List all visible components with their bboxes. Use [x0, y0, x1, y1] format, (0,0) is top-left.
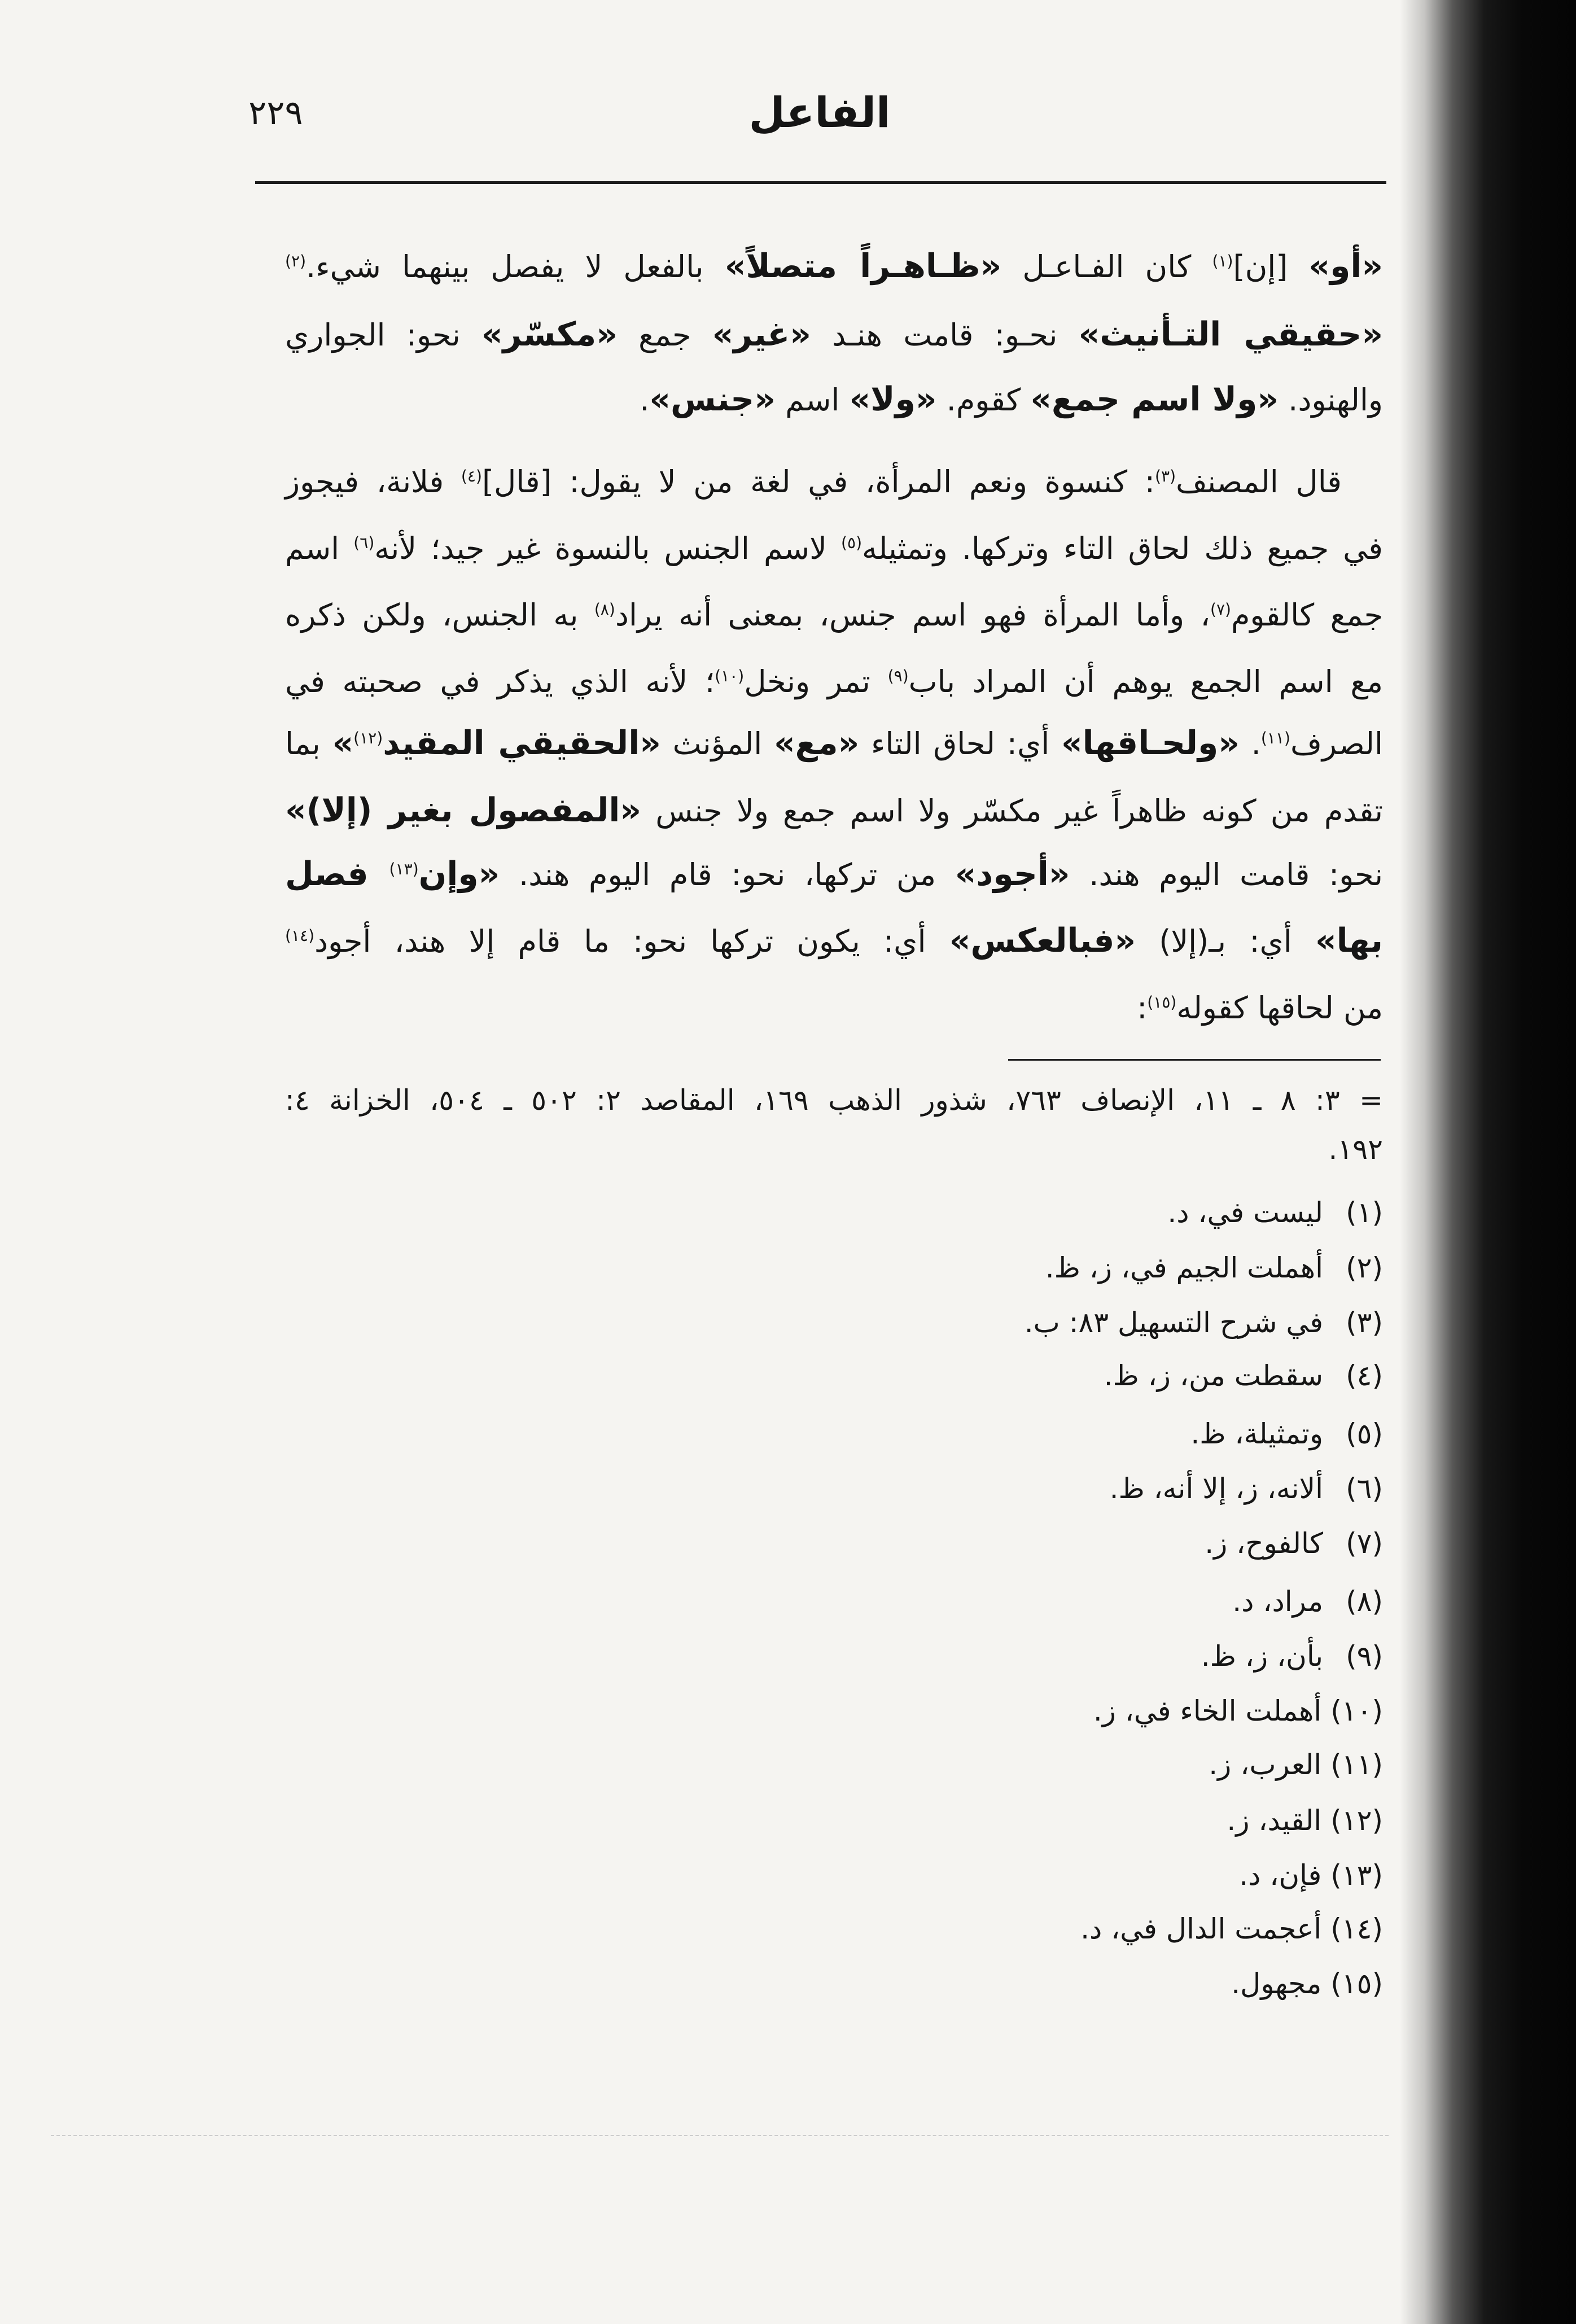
text-run: الصرف	[1290, 726, 1383, 761]
bold-term: «ولا»	[849, 380, 937, 418]
text-run: تمر ونخل	[744, 664, 888, 699]
text-run: [إن]	[1233, 249, 1309, 285]
footnote-ref: (٥)	[841, 533, 863, 552]
text-run: اسم	[775, 382, 850, 418]
footnote-13	[285, 1853, 1383, 1898]
footnote-text: كالفوح، ز.	[1205, 1527, 1323, 1560]
page-number: ٢٢٩	[248, 93, 303, 133]
footnote-text: سقطت من، ز، ظ.	[1104, 1359, 1323, 1392]
footnote-text: أهملت الخاء في، ز.	[1093, 1695, 1322, 1727]
footnote-number: (١٥)	[1330, 1967, 1383, 2000]
bold-term: «المفصول بغير (إلا)»	[285, 791, 642, 829]
footnote-14	[285, 1906, 1383, 1951]
footnote-9	[285, 1634, 1383, 1679]
footnote-text: أهملت الجيم في، ز، ظ.	[1045, 1251, 1323, 1284]
footnote-1	[285, 1190, 1383, 1235]
text-run: أي: يكون تركها نحو: ما قام إلا هند، أجود	[314, 924, 949, 959]
text-run: من تركها، نحو: قام اليوم هند.	[500, 857, 955, 892]
header-rule	[255, 181, 1386, 184]
footnote-ref: (١)	[1212, 252, 1233, 270]
body-line-10	[285, 844, 1383, 906]
bold-term: «فبالعكس»	[949, 921, 1136, 960]
footnote-2	[285, 1245, 1383, 1290]
footnote-text: العرب، ز.	[1209, 1748, 1322, 1781]
footnote-number: (١٢)	[1330, 1804, 1383, 1837]
footnote-number: (١١)	[1330, 1748, 1383, 1781]
text-run: لاسم الجنس بالنسوة غير جيد؛ لأنه	[374, 531, 841, 566]
text-run: جمع	[617, 317, 712, 353]
text-run: ، وأما المرأة فهو اسم جنس، بمعنى أنه يراد	[615, 597, 1210, 633]
text-run: به الجنس، ولكن ذكره	[285, 597, 594, 633]
text-run: اسم	[285, 531, 354, 566]
body-line-3	[285, 369, 1383, 431]
footnote-3	[285, 1300, 1383, 1345]
page-title: الفاعل	[748, 89, 891, 137]
footnote-6	[285, 1466, 1383, 1511]
body-line-5	[285, 518, 1383, 580]
text-run: بما	[285, 726, 332, 761]
bold-term: «ولحـاقها»	[1061, 724, 1240, 762]
body-line-6	[285, 584, 1383, 646]
footnote-ref: (١٤)	[285, 926, 315, 945]
footnote-ref: (١٥)	[1147, 993, 1177, 1012]
footnote-text: القيد، ز.	[1227, 1804, 1322, 1837]
text-run: والهنود.	[1279, 382, 1383, 418]
text-run: أي: لحاق التاء	[859, 726, 1061, 761]
bold-term: »	[332, 724, 354, 762]
footnote-7	[285, 1521, 1383, 1566]
footnote-number: (١)	[1346, 1196, 1383, 1229]
footnote-number: (١٤)	[1330, 1912, 1383, 1945]
text-run: تقدم من كونه ظاهراً غير مكسّر ولا اسم جمع ولا جنس	[641, 793, 1383, 829]
footnote-8	[285, 1579, 1383, 1624]
footnote-number: (٤)	[1346, 1359, 1383, 1392]
footnote-11	[285, 1742, 1383, 1787]
footnote-continuation-line-1: = ٣: ٨ ـ ١١، الإنصاف ٧٦٣، شذور الذهب ١٦٩، المقاصد ٢: ٥٠٢ ـ ٥٠٤، الخزانة ٤:	[285, 1084, 1383, 1117]
text-run: :	[1137, 990, 1148, 1026]
body-line-7	[285, 651, 1383, 713]
bold-term: «جنس»	[649, 380, 776, 418]
scan-edge-shadow	[1400, 0, 1576, 2324]
footnote-text: بأن، ز، ظ.	[1201, 1640, 1323, 1673]
footnote-12	[285, 1798, 1383, 1843]
body-line-12	[285, 977, 1383, 1039]
footnote-continuation-line-2: ١٩٢.	[1328, 1133, 1383, 1166]
text-run: نحو: الجواري	[285, 317, 481, 353]
footnote-number: (٦)	[1346, 1472, 1383, 1505]
bold-term: بها»	[1315, 921, 1383, 960]
text-run: .	[640, 382, 650, 418]
footnote-15	[285, 1961, 1383, 2006]
body-line-8	[285, 713, 1383, 775]
text-run: ؛ لأنه الذي يذكر في صحبته في	[285, 664, 715, 699]
footnote-text: مراد، د.	[1232, 1585, 1323, 1618]
footnote-ref: (٧)	[1210, 600, 1231, 619]
body-line-2	[285, 304, 1383, 366]
text-run: : كنسوة ونعم المرأة، في لغة من لا يقول: [قال]	[481, 464, 1155, 500]
bold-term: «الحقيقي المقيد	[383, 724, 661, 762]
footnote-number: (٣)	[1346, 1306, 1383, 1339]
footnote-number: (٧)	[1346, 1527, 1383, 1560]
footnote-4	[285, 1353, 1383, 1398]
footnote-text: وتمثيلة، ظ.	[1190, 1417, 1323, 1450]
footnote-ref: (٣)	[1155, 467, 1176, 485]
footnote-ref: (٩)	[887, 667, 909, 685]
footnote-ref: (٦)	[353, 533, 375, 552]
bold-term: «ظـاهـراً متصلاً»	[724, 247, 1002, 285]
footnote-number: (٩)	[1346, 1640, 1383, 1673]
bold-term: فصل	[285, 855, 389, 893]
text-run: كان الفـاعـل	[1001, 249, 1212, 285]
bold-term: «ولا اسم جمع»	[1030, 380, 1279, 418]
text-run: فلانة، فيجوز	[285, 464, 461, 500]
footnote-text: ألانه، ز، إلا أنه، ظ.	[1109, 1472, 1323, 1505]
footnote-ref: (٢)	[285, 252, 307, 270]
body-line-1	[285, 236, 1383, 298]
footnote-ref: (١٣)	[389, 860, 419, 878]
body-line-11	[285, 911, 1383, 973]
text-run: كقوم.	[936, 382, 1031, 418]
text-run: نحـو: قامت هنـد	[811, 317, 1079, 353]
text-run: أي: بـ(إلا)	[1136, 924, 1316, 959]
footnote-ref: (١٠)	[715, 667, 745, 685]
footnote-separator	[1008, 1059, 1381, 1061]
footnote-text: ليست في، د.	[1167, 1196, 1323, 1229]
scan-artifact-line	[51, 2135, 1389, 2136]
body-line-4	[285, 451, 1342, 513]
text-run: .	[1239, 726, 1261, 761]
text-run: في جميع ذلك لحاق التاء وتركها. وتمثيله	[862, 531, 1384, 566]
bold-term: «مع»	[774, 724, 860, 762]
text-run: نحو: قامت اليوم هند.	[1070, 857, 1383, 892]
text-run: مع اسم الجمع يوهم أن المراد باب	[908, 664, 1384, 699]
bold-term: «أو»	[1308, 247, 1383, 285]
text-run: جمع كالقوم	[1231, 597, 1384, 633]
bold-term: «مكسّر»	[481, 315, 618, 353]
bold-term: «أجود»	[955, 855, 1070, 893]
footnote-text: فإن، د.	[1239, 1859, 1322, 1892]
footnote-ref: (٨)	[594, 600, 615, 619]
footnote-ref: (١٢)	[353, 729, 383, 747]
text-run: من لحاقها كقوله	[1176, 990, 1383, 1026]
footnote-text: مجهول.	[1231, 1967, 1322, 2000]
footnote-number: (٢)	[1346, 1251, 1383, 1284]
bold-term: «حقيقي التـأنيث»	[1078, 315, 1383, 353]
footnote-10	[285, 1688, 1383, 1734]
text-run: المؤنث	[660, 726, 774, 761]
footnote-ref: (٤)	[461, 467, 482, 485]
footnote-number: (٨)	[1346, 1585, 1383, 1618]
footnote-number: (١٠)	[1330, 1695, 1383, 1727]
text-run: قال المصنف	[1176, 464, 1342, 500]
footnote-text: في شرح التسهيل ٨٣: ب.	[1024, 1306, 1323, 1339]
footnote-5	[285, 1411, 1383, 1456]
footnote-number: (١٣)	[1330, 1859, 1383, 1892]
footnote-text: أعجمت الدال في، د.	[1080, 1912, 1322, 1945]
text-run: بالفعل لا يفصل بينهما شيء.	[306, 249, 725, 285]
footnote-number: (٥)	[1346, 1417, 1383, 1450]
body-line-9	[285, 780, 1383, 842]
footnote-ref: (١١)	[1260, 729, 1290, 747]
bold-term: «وإن	[418, 855, 500, 893]
bold-term: «غير»	[712, 315, 811, 353]
